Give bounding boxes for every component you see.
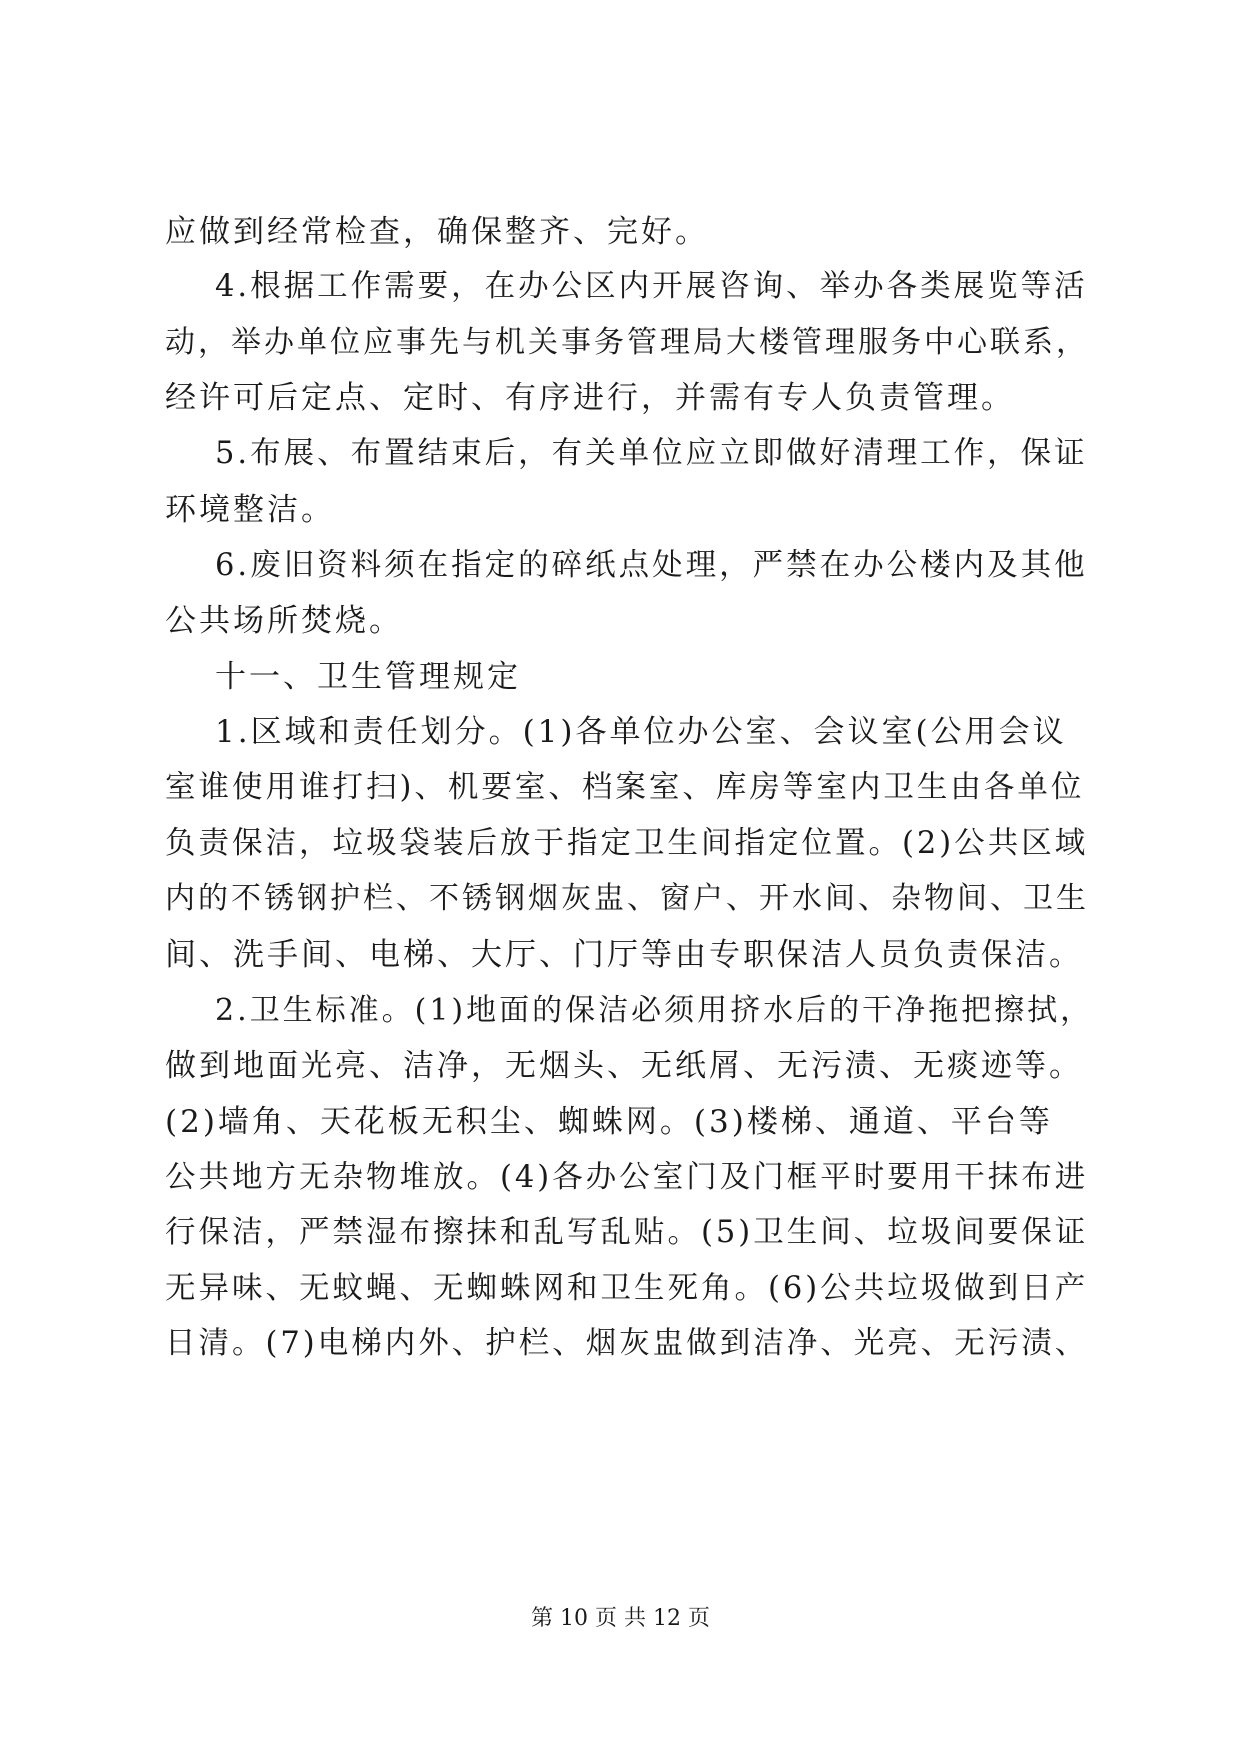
text-line: 无异味、无蚊蝇、无蜘蛛网和卫生死角。(6)公共垃圾做到日产 (165, 1271, 1089, 1306)
text-line: 环境整洁。 (165, 492, 335, 528)
text-line: 公共场所焚烧。 (165, 603, 403, 639)
text-line: 做到地面光亮、洁净，无烟头、无纸屑、无污渍、无痰迹等。 (165, 1048, 1083, 1084)
text-line: 室谁使用谁打扫)、机要室、档案室、库房等室内卫生由各单位 (165, 770, 1085, 805)
text-line: (2)墙角、天花板无积尘、蜘蛛网。(3)楼梯、通道、平台等 (165, 1104, 1053, 1140)
text-line: 应做到经常检查，确保整齐、完好。 (165, 214, 709, 250)
text-line: 日清。(7)电梯内外、护栏、烟灰盅做到洁净、光亮、无污渍、 (165, 1326, 1089, 1361)
text-line: 行保洁，严禁湿布擦抹和乱写乱贴。(5)卫生间、垃圾间要保证 (165, 1215, 1089, 1250)
text-line: 4.根据工作需要，在办公区内开展咨询、举办各类展览等活 (215, 269, 1088, 304)
text-line: 5.布展、布置结束后，有关单位应立即做好清理工作，保证 (215, 436, 1088, 471)
text-line: 2.卫生标准。(1)地面的保洁必须用挤水后的干净拖把擦拭， (215, 993, 1094, 1028)
text-line: 公共地方无杂物堆放。(4)各办公室门及门框平时要用干抹布进 (165, 1160, 1089, 1195)
text-line: 内的不锈钢护栏、不锈钢烟灰盅、窗户、开水间、杂物间、卫生 (165, 881, 1089, 916)
text-line: 6.废旧资料须在指定的碎纸点处理，严禁在办公楼内及其他 (215, 548, 1088, 583)
section-heading: 十一、卫生管理规定 (215, 659, 521, 695)
text-line: 负责保洁，垃圾袋装后放于指定卫生间指定位置。(2)公共区域 (165, 826, 1089, 861)
text-line: 间、洗手间、电梯、大厅、门厅等由专职保洁人员负责保洁。 (165, 937, 1083, 973)
page-number-footer: 第 10 页 共 12 页 (531, 1606, 710, 1631)
text-line: 1.区域和责任划分。(1)各单位办公室、会议室(公用会议 (215, 714, 1067, 750)
text-line: 动，举办单位应事先与机关事务管理局大楼管理服务中心联系， (165, 325, 1089, 360)
text-line: 经许可后定点、定时、有序进行，并需有专人负责管理。 (165, 380, 1015, 416)
